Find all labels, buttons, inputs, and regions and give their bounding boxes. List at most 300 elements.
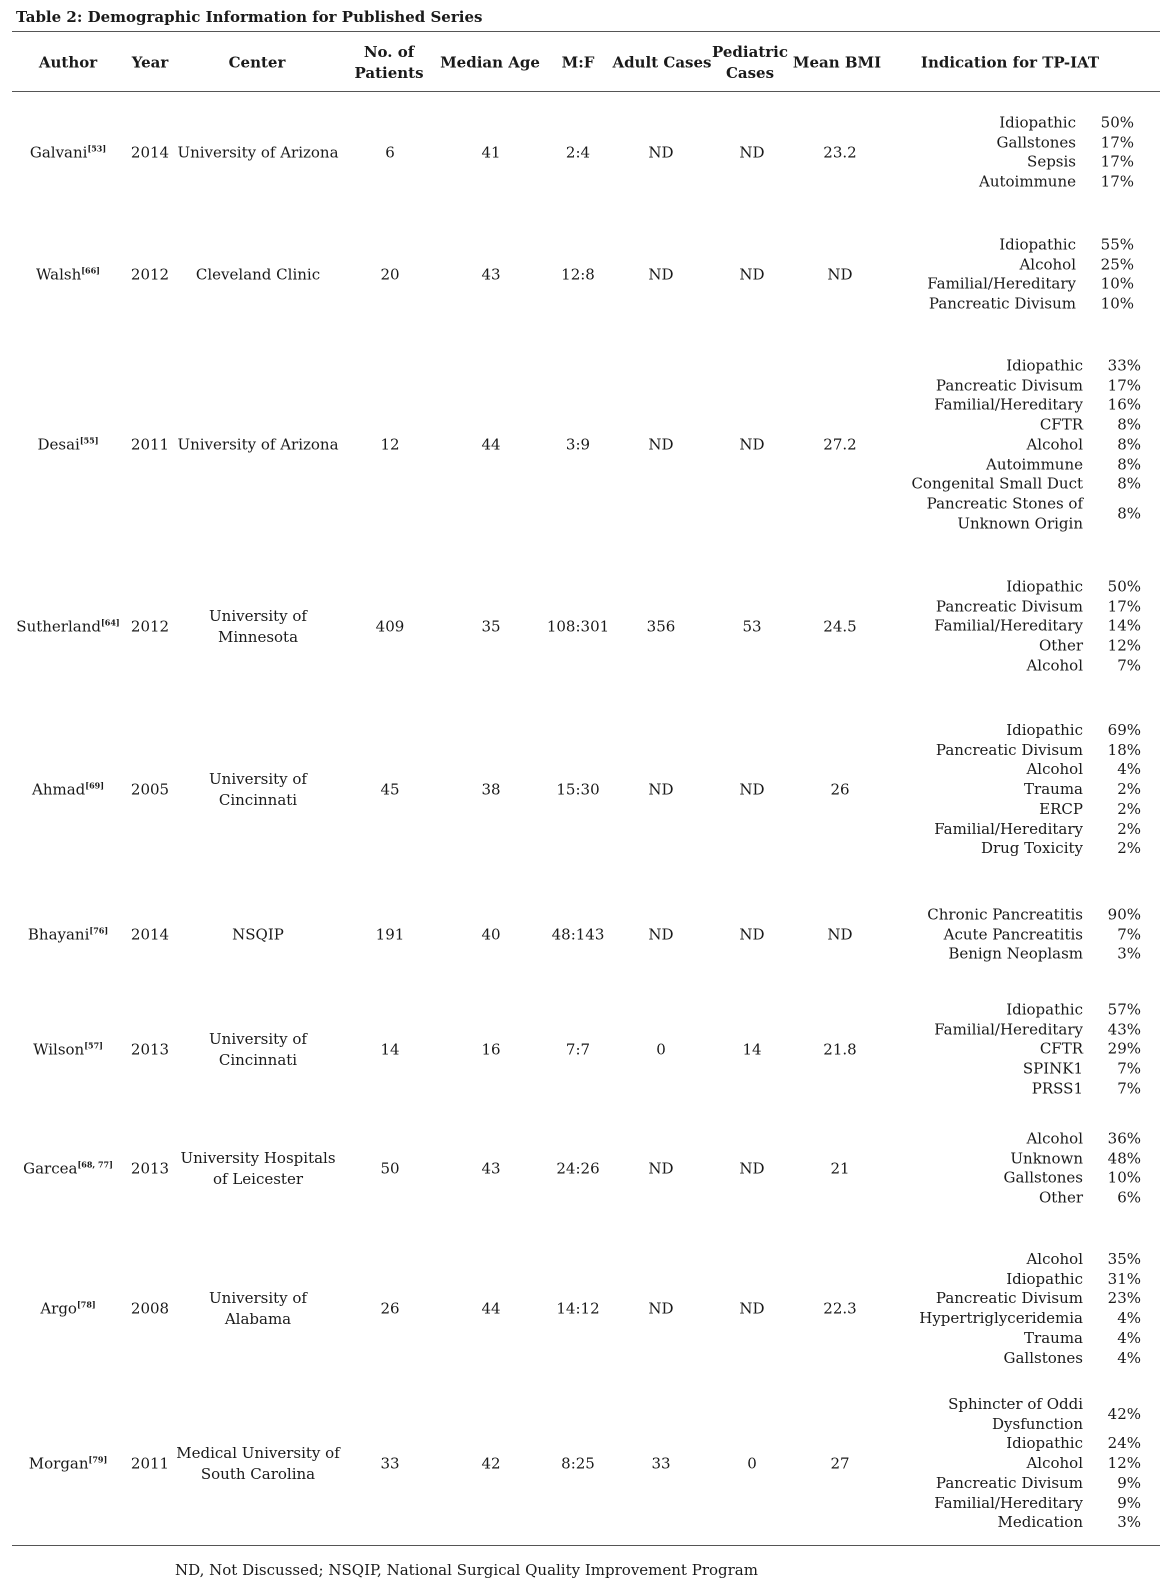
indication-percent: 69% (1107, 721, 1141, 740)
indication-percent: 2% (1117, 799, 1141, 818)
indication-percent: 3% (1117, 944, 1141, 963)
indication-label: Familial/Hereditary (934, 1020, 1083, 1039)
indication-label: Congenital Small Duct (911, 474, 1083, 493)
indication-percent: 33% (1107, 356, 1141, 375)
cell-pediatric-cases: ND (739, 1159, 765, 1178)
indication-label: Trauma (1024, 1328, 1083, 1347)
cell-year: 2008 (130, 1299, 170, 1318)
indication-item (934, 1395, 1141, 1434)
indication-percent: 9% (1117, 1493, 1141, 1512)
cell-median-age: 43 (481, 1159, 501, 1178)
indication-label: Other (1038, 1188, 1083, 1207)
indication-label: Benign Neoplasm (948, 944, 1083, 963)
indication-item (934, 1513, 1141, 1533)
cell-patients: 26 (380, 1299, 400, 1318)
indication-percent: 10% (1100, 275, 1134, 293)
cell-indications (934, 721, 1141, 859)
indication-percent: 90% (1107, 905, 1141, 924)
cell-patients: 6 (385, 143, 395, 162)
indication-item (934, 1454, 1141, 1474)
cell-author (28, 925, 108, 946)
cell-median-age: 16 (481, 1040, 501, 1059)
cell-year: 2005 (130, 780, 170, 799)
indication-label: Gallstones (996, 133, 1076, 152)
indication-percent: 12% (1107, 636, 1141, 655)
indication-label: Idiopathic (1006, 1269, 1083, 1288)
header-median-age: Median Age (440, 53, 540, 72)
header-pediatric-cases (710, 42, 790, 84)
indication-percent: 17% (1100, 133, 1134, 152)
cell-mf: 14:12 (556, 1299, 600, 1318)
indication-item (979, 173, 1134, 193)
cell-pediatric-cases: 14 (742, 1040, 762, 1059)
indication-label: Autoimmune (986, 454, 1083, 473)
cell-median-age: 44 (481, 435, 501, 454)
indication-percent: 3% (1117, 1513, 1141, 1532)
indication-label: Familial/Hereditary (934, 1493, 1083, 1512)
indication-label: Other (1038, 636, 1083, 655)
indication-percent: 24% (1107, 1434, 1141, 1453)
indication-percent: 10% (1107, 1169, 1141, 1187)
indication-item (911, 396, 1141, 416)
indication-item (1003, 1149, 1141, 1169)
indication-item (927, 925, 1141, 945)
indication-label: Alcohol (1026, 1129, 1083, 1148)
cell-median-age: 38 (481, 780, 501, 799)
indication-label: Idiopathic (1006, 577, 1083, 596)
cell-patients: 50 (380, 1159, 400, 1178)
indication-percent: 2% (1117, 839, 1141, 858)
cell-adult-cases: ND (648, 1299, 674, 1318)
center-line: University of (209, 1030, 307, 1048)
indication-percent: 50% (1107, 577, 1141, 596)
cell-indications (934, 1395, 1141, 1533)
indication-percent: 36% (1107, 1129, 1141, 1148)
indication-item (927, 905, 1141, 925)
indication-item (919, 1309, 1141, 1329)
indication-item (911, 376, 1141, 396)
indication-item (934, 1020, 1141, 1040)
indication-item (911, 415, 1141, 435)
cell-mf: 24:26 (556, 1159, 600, 1178)
indication-item (1003, 1169, 1141, 1189)
indication-item (919, 1289, 1141, 1309)
indication-item (934, 1040, 1141, 1060)
cell-adult-cases: 0 (656, 1040, 666, 1059)
cell-year: 2014 (130, 143, 170, 162)
indication-label: ERCP (1039, 799, 1083, 818)
center-line: University of Arizona (177, 435, 339, 454)
indication-item (934, 741, 1141, 761)
author-reference: [78] (76, 1299, 96, 1310)
center-line: University of (209, 770, 307, 788)
indication-item (934, 617, 1141, 637)
cell-author (40, 1299, 95, 1320)
cell-mean-bmi: 21.8 (823, 1040, 857, 1059)
indication-item (911, 475, 1141, 495)
indication-percent: 14% (1107, 617, 1141, 636)
cell-adult-cases: ND (648, 1159, 674, 1178)
cell-mean-bmi: 27.2 (823, 435, 857, 454)
cell-pediatric-cases: ND (739, 925, 765, 944)
indication-label: Familial/Hereditary (934, 819, 1083, 838)
indication-percent: 8% (1117, 435, 1141, 454)
header-patients-line1: No. of (363, 43, 415, 61)
indication-item (934, 1474, 1141, 1494)
cell-indications (919, 1250, 1141, 1368)
cell-mf: 15:30 (556, 780, 600, 799)
indication-percent: 4% (1117, 1328, 1141, 1347)
cell-center (176, 1443, 340, 1485)
header-mf: M:F (561, 53, 595, 72)
indication-percent: 17% (1100, 153, 1134, 171)
indication-percent: 8% (1117, 454, 1141, 473)
center-line: South Carolina (200, 1465, 316, 1483)
cell-author (37, 435, 98, 456)
cell-center (196, 265, 320, 286)
indication-item (934, 657, 1141, 677)
indication-item (934, 780, 1141, 800)
cell-center (209, 1288, 307, 1330)
indication-percent: 9% (1117, 1473, 1141, 1492)
indication-item (1003, 1189, 1141, 1209)
indication-item (979, 114, 1134, 134)
cell-mf: 48:143 (551, 925, 605, 944)
indication-percent: 18% (1107, 740, 1141, 759)
cell-mean-bmi: 24.5 (823, 617, 857, 636)
cell-author (36, 265, 100, 286)
indication-label: Sphincter of Oddi Dysfunction (948, 1395, 1083, 1433)
indication-label: Idiopathic (999, 235, 1076, 254)
header-pediatric-line2: Cases (725, 64, 775, 82)
cell-adult-cases: 356 (646, 617, 676, 636)
cell-center (209, 1029, 307, 1071)
cell-patients: 191 (375, 925, 405, 944)
author-reference: [68, 77] (77, 1159, 113, 1170)
indication-label: CFTR (1039, 1040, 1083, 1059)
indication-percent: 8% (1117, 474, 1141, 493)
header-patients-line2: Patients (354, 64, 424, 82)
indication-label: Pancreatic Divisum (928, 294, 1076, 313)
cell-mf: 7:7 (565, 1040, 591, 1059)
indication-label: Drug Toxicity (980, 839, 1083, 858)
cell-author (16, 617, 119, 638)
indication-label: Familial/Hereditary (934, 395, 1083, 414)
cell-pediatric-cases: ND (739, 1299, 765, 1318)
center-line: University of Arizona (177, 143, 339, 162)
indication-label: Idiopathic (1006, 356, 1083, 375)
cell-year: 2012 (130, 265, 170, 284)
indication-percent: 6% (1117, 1188, 1141, 1207)
indication-item (927, 236, 1134, 256)
cell-median-age: 43 (481, 265, 501, 284)
indication-percent: 4% (1117, 1348, 1141, 1367)
table-title: Table 2: Demographic Information for Published Series (16, 8, 483, 26)
indication-label: Hypertriglyceridemia (919, 1309, 1083, 1327)
indication-label: Idiopathic (1006, 721, 1083, 740)
indication-percent: 16% (1107, 395, 1141, 414)
cell-year: 2013 (130, 1159, 170, 1178)
indication-item (1003, 1130, 1141, 1150)
indication-item (927, 945, 1141, 965)
indication-label: Alcohol (1026, 1454, 1083, 1473)
indication-label: Pancreatic Divisum (935, 1473, 1083, 1492)
indication-percent: 17% (1107, 597, 1141, 616)
header-adult-cases: Adult Cases (612, 53, 712, 72)
cell-mean-bmi: 26 (830, 780, 850, 799)
center-line: University of (209, 1289, 307, 1307)
cell-author (33, 1040, 103, 1061)
cell-year: 2011 (130, 435, 170, 454)
cell-center (177, 143, 338, 164)
indication-label: Sepsis (1027, 153, 1076, 171)
cell-median-age: 44 (481, 1299, 501, 1318)
cell-indications (934, 1001, 1141, 1100)
cell-median-age: 41 (481, 143, 501, 162)
cell-mf: 2:4 (565, 143, 591, 162)
author-name: Galvani (29, 143, 88, 162)
author-name: Desai (37, 435, 80, 454)
cell-author (32, 780, 104, 801)
indication-item (934, 578, 1141, 598)
indication-percent: 4% (1117, 1309, 1141, 1327)
indication-label: CFTR (1039, 415, 1083, 434)
cell-pediatric-cases: ND (739, 780, 765, 799)
header-pediatric-line1: Pediatric (712, 43, 788, 61)
indication-percent: 31% (1107, 1269, 1141, 1288)
center-line: Cincinnati (218, 1051, 298, 1069)
indication-label: PRSS1 (1031, 1079, 1083, 1098)
cell-author (23, 1159, 113, 1180)
indication-item (927, 275, 1134, 295)
indication-label: Pancreatic Divisum (935, 376, 1083, 395)
author-reference: [69] (85, 780, 104, 791)
center-line: NSQIP (232, 925, 284, 944)
indication-item (934, 637, 1141, 657)
cell-mf: 108:301 (546, 617, 610, 636)
cell-pediatric-cases: ND (739, 265, 765, 284)
header-mean-bmi: Mean BMI (792, 53, 882, 72)
cell-indications (1003, 1130, 1141, 1209)
cell-indications (927, 236, 1134, 315)
author-name: Wilson (33, 1040, 85, 1059)
indication-percent: 7% (1117, 925, 1141, 944)
indication-percent: 7% (1117, 1059, 1141, 1078)
header-patients (348, 42, 430, 84)
center-line: University Hospitals (180, 1149, 336, 1167)
indication-percent: 29% (1107, 1040, 1141, 1059)
indication-item (934, 839, 1141, 859)
indication-item (919, 1348, 1141, 1368)
cell-pediatric-cases: ND (739, 435, 765, 454)
cell-adult-cases: ND (648, 925, 674, 944)
cell-indications (911, 356, 1141, 533)
indication-item (934, 760, 1141, 780)
bottom-rule (12, 1545, 1160, 1546)
cell-adult-cases: ND (648, 435, 674, 454)
indication-item (934, 1001, 1141, 1021)
indication-item (919, 1250, 1141, 1270)
indication-item (979, 133, 1134, 153)
indication-percent: 4% (1117, 760, 1141, 779)
indication-item (934, 820, 1141, 840)
cell-center (209, 606, 307, 648)
indication-percent: 43% (1107, 1020, 1141, 1039)
indication-label: Pancreatic Divisum (935, 1289, 1083, 1308)
center-line: University of (209, 607, 307, 625)
indication-percent: 2% (1117, 819, 1141, 838)
indication-label: Acute Pancreatitis (943, 925, 1083, 944)
cell-indications (927, 905, 1141, 964)
indication-percent: 50% (1100, 113, 1134, 132)
indication-label: Pancreatic Stones of Unknown Origin (926, 494, 1083, 532)
footnote: ND, Not Discussed; NSQIP, National Surgical Quality Improvement Program (175, 1561, 758, 1579)
author-reference: [53] (87, 143, 107, 154)
cell-center (209, 769, 307, 811)
author-name: Sutherland (16, 617, 101, 636)
indication-label: Trauma (1024, 780, 1083, 799)
author-name: Morgan (28, 1454, 89, 1473)
cell-pediatric-cases: ND (739, 143, 765, 162)
cell-indications (934, 578, 1141, 677)
indication-label: Familial/Hereditary (934, 617, 1083, 636)
indication-label: Pancreatic Divisum (935, 740, 1083, 759)
indication-label: Idiopathic (999, 113, 1076, 132)
indication-item (934, 1060, 1141, 1080)
cell-year: 2013 (130, 1040, 170, 1059)
indication-item (911, 455, 1141, 475)
cell-mean-bmi: 22.3 (823, 1299, 857, 1318)
cell-adult-cases: ND (648, 143, 674, 162)
indication-percent: 23% (1107, 1289, 1141, 1308)
indication-label: Medication (997, 1513, 1083, 1532)
center-line: Alabama (224, 1310, 292, 1328)
indication-label: Unknown (1010, 1149, 1083, 1168)
cell-mean-bmi: 27 (830, 1454, 850, 1473)
header-author: Author (38, 53, 98, 72)
cell-mean-bmi: ND (827, 265, 853, 284)
cell-year: 2011 (130, 1454, 170, 1473)
indication-label: Alcohol (1026, 1249, 1083, 1268)
cell-mf: 3:9 (565, 435, 591, 454)
indication-label: Idiopathic (1006, 1434, 1083, 1453)
header-year: Year (131, 53, 169, 72)
author-name: Garcea (23, 1159, 78, 1178)
indication-percent: 25% (1100, 255, 1134, 274)
indication-label: Chronic Pancreatitis (927, 905, 1083, 924)
cell-pediatric-cases: 0 (747, 1454, 757, 1473)
indication-item (934, 800, 1141, 820)
indication-percent: 7% (1117, 1079, 1141, 1098)
center-line: Minnesota (217, 628, 299, 646)
indication-percent: 8% (1117, 504, 1141, 523)
indication-label: Autoimmune (979, 172, 1076, 191)
cell-patients: 409 (375, 617, 405, 636)
cell-mean-bmi: ND (827, 925, 853, 944)
cell-patients: 14 (380, 1040, 400, 1059)
indication-item (934, 1494, 1141, 1514)
center-line: of Leicester (212, 1170, 304, 1188)
indication-label: Alcohol (1019, 255, 1076, 274)
author-name: Ahmad (32, 780, 86, 799)
indication-percent: 17% (1107, 376, 1141, 395)
cell-center (232, 925, 284, 946)
indication-item (979, 153, 1134, 173)
indication-percent: 42% (1107, 1404, 1141, 1423)
cell-mf: 12:8 (561, 265, 595, 284)
indication-label: SPINK1 (1022, 1059, 1083, 1078)
author-reference: [57] (84, 1040, 103, 1051)
indication-percent: 7% (1117, 656, 1141, 675)
indication-item (934, 721, 1141, 741)
indication-label: Familial/Hereditary (927, 275, 1076, 293)
indication-item (934, 1080, 1141, 1100)
indication-label: Gallstones (1003, 1348, 1083, 1367)
indication-label: Alcohol (1026, 656, 1083, 675)
indication-item (934, 597, 1141, 617)
cell-median-age: 42 (481, 1454, 501, 1473)
indication-percent: 48% (1107, 1149, 1141, 1168)
indication-label: Alcohol (1026, 760, 1083, 779)
cell-author (30, 143, 106, 164)
cell-center (180, 1148, 335, 1190)
author-reference: [64] (100, 617, 120, 628)
indication-percent: 10% (1100, 294, 1134, 313)
indication-item (911, 356, 1141, 376)
indication-label: Idiopathic (1006, 1000, 1083, 1019)
author-reference: [76] (89, 925, 109, 936)
indication-percent: 8% (1117, 415, 1141, 434)
cell-adult-cases: 33 (651, 1454, 671, 1473)
author-reference: [79] (88, 1454, 108, 1465)
cell-year: 2012 (130, 617, 170, 636)
cell-median-age: 40 (481, 925, 501, 944)
author-name: Argo (40, 1299, 77, 1318)
indication-percent: 55% (1100, 235, 1134, 254)
indication-label: Alcohol (1026, 435, 1083, 454)
indication-item (927, 255, 1134, 275)
cell-adult-cases: ND (648, 780, 674, 799)
cell-mf: 8:25 (561, 1454, 595, 1473)
cell-center (177, 435, 338, 456)
cell-year: 2014 (130, 925, 170, 944)
indication-item (911, 435, 1141, 455)
cell-patients: 33 (380, 1454, 400, 1473)
center-line: Medical University of (176, 1444, 340, 1462)
header-rule (12, 91, 1160, 92)
cell-author (29, 1454, 107, 1475)
cell-patients: 12 (380, 435, 400, 454)
author-reference: [55] (79, 435, 99, 446)
center-line: Cincinnati (218, 791, 298, 809)
center-line: Cleveland Clinic (195, 265, 321, 284)
top-rule (12, 31, 1160, 32)
author-name: Walsh (36, 265, 82, 284)
indication-percent: 57% (1107, 1000, 1141, 1019)
indication-item (911, 494, 1141, 533)
indication-item (927, 295, 1134, 315)
indication-percent: 12% (1107, 1454, 1141, 1473)
indication-percent: 2% (1117, 780, 1141, 799)
indication-label: Gallstones (1003, 1169, 1083, 1187)
cell-indications (979, 114, 1134, 193)
cell-patients: 20 (380, 265, 400, 284)
indication-percent: 35% (1107, 1249, 1141, 1268)
author-name: Bhayani (27, 925, 90, 944)
cell-pediatric-cases: 53 (742, 617, 762, 636)
indication-item (934, 1434, 1141, 1454)
indication-item (919, 1329, 1141, 1349)
